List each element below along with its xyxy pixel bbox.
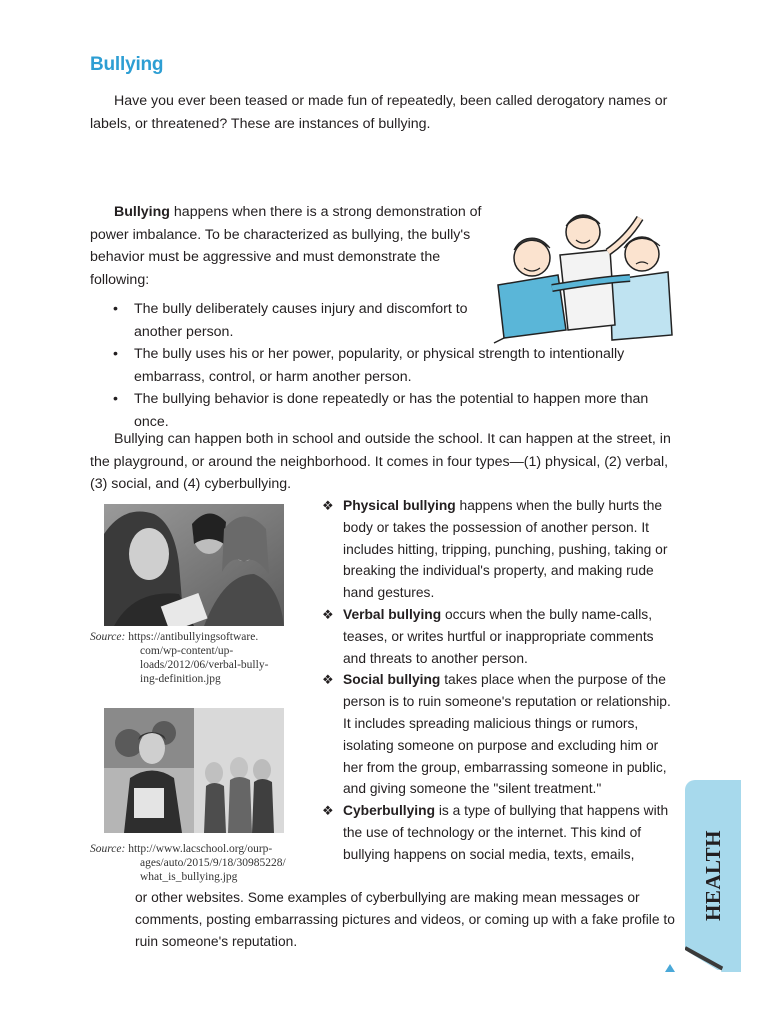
source-url: https://antibullyingsoftware. [128, 631, 259, 643]
definition-lead: Bullying [114, 204, 170, 220]
source-url: ages/auto/2015/9/18/30985228/ [140, 857, 286, 869]
diamond-bullet-icon: ❖ [322, 498, 334, 513]
definition-text: happens when there is a strong demonstration of power imbalance. To be characterized as bullying, the bully's behavior must be aggressive and must demonstrate the following: [90, 204, 482, 288]
criteria-text: The bully deliberately causes injury and discomfort to another person. [134, 301, 468, 340]
photo-source-1 [90, 630, 305, 686]
tab-label [685, 780, 741, 970]
source-lead: Source: [90, 843, 126, 855]
students-hallway-photo [104, 708, 284, 833]
list-item [113, 388, 673, 433]
list-item [322, 800, 677, 865]
source-url: loads/2012/06/verbal-bully- [140, 659, 269, 671]
source-url: what_is_bullying.jpg [140, 871, 238, 883]
criteria-text: The bully uses his or her power, popularity, or physical strength to intentionally embarrass, control, or harm another person. [134, 346, 625, 385]
source-url: http://www.lacschool.org/ourp- [128, 843, 273, 855]
type-name: Verbal bullying [343, 606, 442, 622]
list-item [322, 604, 677, 669]
intro-text: Have you ever been teased or made fun of repeatedly, been called derogatory names or labels, or threatened? These are instances of bullying. [90, 93, 668, 132]
list-item [322, 669, 677, 800]
diamond-bullet-icon: ❖ [322, 672, 334, 688]
type-description: takes place when the purpose of the person is to ruin someone's reputation or relationship. It includes spreading malicious things or rumors, isolating someone on purpose and excluding him or her from the group, embarrassing someone in public, and giving someone the "silent treatment." [343, 672, 671, 797]
definition-paragraph [90, 201, 490, 291]
intro-paragraph [90, 90, 680, 135]
bullet-marker: • [113, 301, 118, 317]
list-item [113, 298, 479, 343]
criteria-list [113, 298, 673, 433]
photo-source-2 [90, 842, 305, 884]
bullet-marker: • [113, 391, 118, 407]
type-description: happens when the bully hurts the body or takes the possession of another person. It includes hitting, tripping, punching, pushing, taking or breaking the individual's property, and making rude hand gestures. [343, 498, 668, 601]
type-description: is a type of bullying that happens with the use of technology or the internet. This kind of bullying happens on social media, texts, emails, [343, 803, 669, 862]
places-paragraph [90, 428, 675, 496]
places-text: Bullying can happen both in school and outside the school. It can happen at the street, in the playground, or around the neighborhood. It comes in four types—(1) physical, (2) verbal, (3) social, and (4) cyberbullying. [90, 431, 671, 492]
girls-bullying-photo [104, 504, 284, 626]
source-url: com/wp-content/up- [140, 645, 234, 657]
cyberbullying-continued: or other websites. Some examples of cyberbullying are making mean messages or comments, posting embarrassing pictures and videos, or coming up with a fake profile to ruin someone's reputation. [135, 890, 675, 949]
tab-label-text: HEALTH [700, 829, 725, 921]
bullet-marker: • [113, 346, 118, 362]
source-url: ing-definition.jpg [140, 673, 221, 685]
type-name: Physical bullying [343, 498, 456, 513]
type-description: occurs when the bully name-calls, teases, or writes hurtful or inappropriate comments and threats to another person. [343, 606, 654, 666]
criteria-text: The bullying behavior is done repeatedly or has the potential to happen more than once. [134, 391, 649, 430]
section-title: Bullying [90, 54, 164, 75]
source-lead: Source: [90, 631, 126, 643]
type-name: Cyberbullying [343, 803, 435, 819]
diamond-bullet-icon: ❖ [322, 803, 334, 819]
small-triangle-icon [665, 964, 675, 972]
bullying-types-list [322, 495, 677, 866]
type-name: Social bullying [343, 672, 441, 688]
list-item [322, 495, 677, 604]
diamond-bullet-icon: ❖ [322, 606, 334, 622]
list-item [113, 343, 673, 388]
